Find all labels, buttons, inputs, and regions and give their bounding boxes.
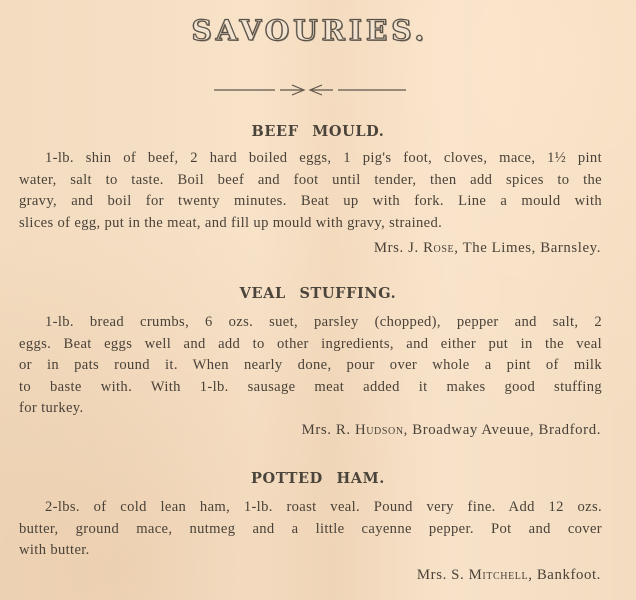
recipe-body-beef-mould (19, 148, 602, 234)
recipe-line: butter, ground mace, nutmeg and a little cayenne pepper. Pot and cover (19, 520, 602, 537)
signature-suffix: , The Limes, Barnsley. (454, 240, 601, 256)
signature-suffix: , Bankfoot. (528, 567, 601, 583)
recipe-signature-hudson (302, 422, 601, 439)
recipe-line: slices of egg, put in the meat, and fill up mould with gravy, strained. (19, 214, 443, 231)
recipe-line: for turkey. (19, 400, 84, 417)
signature-suffix: , Broadway Aveuue, Bradford. (403, 422, 601, 438)
recipe-line: water, salt to taste. Boil beef and foot until tender, then add spices to the (19, 171, 602, 188)
recipe-title-beef-mould: BEEF MOULD. (251, 123, 385, 140)
recipe-body-potted-ham (19, 497, 602, 562)
recipe-line: gravy, and boil for twenty minutes. Beat up with fork. Line a mould with (19, 193, 602, 210)
signature-prefix: Mrs. R. (301, 422, 355, 438)
recipe-line: 1-lb. shin of beef, 2 hard boiled eggs, 1 pig's foot, cloves, mace, 1½ pint (45, 150, 602, 166)
signature-surname: Rose (423, 240, 455, 256)
recipe-line: to baste with. With 1-lb. sausage meat added it makes good stuffing (19, 378, 602, 395)
recipe-line: 1-lb. bread crumbs, 6 ozs. suet, parsley (chopped), pepper and salt, 2 (45, 314, 602, 330)
recipe-title-potted-ham: POTTED HAM. (251, 470, 385, 487)
recipe-body-veal-stuffing (19, 312, 602, 420)
recipe-line: or in pats round it. When nearly done, pour over whole a pint of milk (19, 357, 602, 374)
signature-prefix: Mrs. J. (373, 240, 424, 256)
signature-surname: Hudson (354, 422, 404, 438)
recipe-line: 2-lbs. of cold lean ham, 1-lb. roast veal. Pound very fine. Add 12 ozs. (45, 499, 602, 515)
divider-ornament-icon (212, 82, 408, 98)
recipe-title-veal-stuffing: VEAL STUFFING. (239, 285, 397, 302)
recipe-line: with butter. (19, 542, 90, 559)
signature-prefix: Mrs. S. (416, 567, 469, 583)
signature-surname: Mitchell (468, 567, 529, 583)
recipe-signature-rose (374, 240, 601, 257)
section-title: SAVOURIES. (191, 14, 429, 47)
recipe-signature-mitchell (417, 567, 601, 584)
recipe-line: eggs. Beat eggs well and add to other ingredients, and either put in the veal (19, 335, 602, 352)
